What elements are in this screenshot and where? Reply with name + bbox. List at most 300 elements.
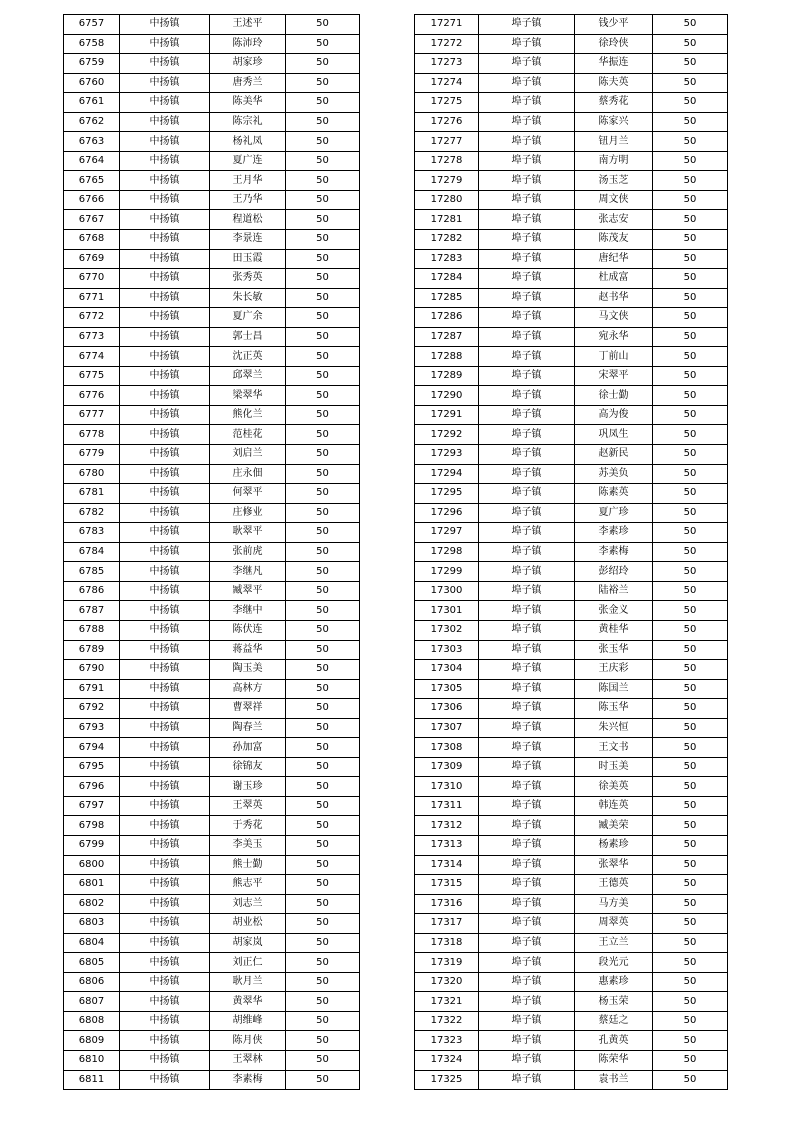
table-row xyxy=(64,679,360,699)
town-cell: 中扬镇 xyxy=(120,425,210,445)
amount-cell: 50 xyxy=(653,875,728,895)
name-cell: 张志安 xyxy=(575,210,653,230)
table-row xyxy=(64,405,360,425)
table-row xyxy=(415,445,728,465)
town-cell: 中扬镇 xyxy=(120,269,210,289)
row-number-cell: 6778 xyxy=(64,425,120,445)
table-row xyxy=(415,503,728,523)
row-number-cell: 6777 xyxy=(64,405,120,425)
town-cell: 中扬镇 xyxy=(120,484,210,504)
row-number-cell: 17295 xyxy=(415,484,479,504)
town-cell: 中扬镇 xyxy=(120,93,210,113)
name-cell: 王乃华 xyxy=(210,190,286,210)
row-number-cell: 17308 xyxy=(415,738,479,758)
town-cell: 埠子镇 xyxy=(479,581,575,601)
town-cell: 埠子镇 xyxy=(479,953,575,973)
amount-cell: 50 xyxy=(653,54,728,74)
row-number-cell: 17321 xyxy=(415,992,479,1012)
row-number-cell: 17317 xyxy=(415,914,479,934)
table-row xyxy=(64,875,360,895)
name-cell: 赵新民 xyxy=(575,445,653,465)
town-cell: 埠子镇 xyxy=(479,34,575,54)
row-number-cell: 17288 xyxy=(415,347,479,367)
name-cell: 于秀花 xyxy=(210,816,286,836)
town-cell: 中扬镇 xyxy=(120,347,210,367)
amount-cell: 50 xyxy=(653,972,728,992)
amount-cell: 50 xyxy=(286,953,360,973)
town-cell: 埠子镇 xyxy=(479,894,575,914)
amount-cell: 50 xyxy=(653,855,728,875)
town-cell: 中扬镇 xyxy=(120,914,210,934)
name-cell: 孙加富 xyxy=(210,738,286,758)
row-number-cell: 6768 xyxy=(64,230,120,250)
table-row xyxy=(415,620,728,640)
table-row xyxy=(415,464,728,484)
table-row xyxy=(415,54,728,74)
row-number-cell: 6775 xyxy=(64,366,120,386)
table-row xyxy=(64,445,360,465)
amount-cell: 50 xyxy=(286,738,360,758)
amount-cell: 50 xyxy=(653,523,728,543)
table-row xyxy=(64,54,360,74)
row-number-cell: 6791 xyxy=(64,679,120,699)
amount-cell: 50 xyxy=(286,933,360,953)
row-number-cell: 6797 xyxy=(64,796,120,816)
name-cell: 胡维峰 xyxy=(210,1011,286,1031)
table-row xyxy=(64,151,360,171)
amount-cell: 50 xyxy=(653,738,728,758)
town-cell: 中扬镇 xyxy=(120,112,210,132)
amount-cell: 50 xyxy=(286,894,360,914)
town-cell: 埠子镇 xyxy=(479,796,575,816)
town-cell: 中扬镇 xyxy=(120,542,210,562)
town-cell: 中扬镇 xyxy=(120,1011,210,1031)
amount-cell: 50 xyxy=(653,640,728,660)
town-cell: 中扬镇 xyxy=(120,992,210,1012)
table-row xyxy=(415,288,728,308)
town-cell: 中扬镇 xyxy=(120,230,210,250)
table-row xyxy=(64,953,360,973)
town-cell: 中扬镇 xyxy=(120,875,210,895)
amount-cell: 50 xyxy=(653,308,728,328)
table-row xyxy=(64,542,360,562)
table-row xyxy=(64,386,360,406)
town-cell: 埠子镇 xyxy=(479,425,575,445)
name-cell: 刘志兰 xyxy=(210,894,286,914)
table-row xyxy=(64,757,360,777)
name-cell: 李美玉 xyxy=(210,835,286,855)
town-cell: 埠子镇 xyxy=(479,366,575,386)
name-cell: 李继中 xyxy=(210,601,286,621)
town-cell: 埠子镇 xyxy=(479,484,575,504)
town-cell: 中扬镇 xyxy=(120,151,210,171)
row-number-cell: 17289 xyxy=(415,366,479,386)
row-number-cell: 17292 xyxy=(415,425,479,445)
town-cell: 中扬镇 xyxy=(120,73,210,93)
row-number-cell: 6810 xyxy=(64,1050,120,1070)
amount-cell: 50 xyxy=(286,796,360,816)
row-number-cell: 17311 xyxy=(415,796,479,816)
amount-cell: 50 xyxy=(653,562,728,582)
town-cell: 埠子镇 xyxy=(479,132,575,152)
table-row xyxy=(415,425,728,445)
town-cell: 中扬镇 xyxy=(120,757,210,777)
amount-cell: 50 xyxy=(286,249,360,269)
table-row xyxy=(64,855,360,875)
table-row xyxy=(64,34,360,54)
town-cell: 埠子镇 xyxy=(479,445,575,465)
name-cell: 陈夫英 xyxy=(575,73,653,93)
town-cell: 埠子镇 xyxy=(479,875,575,895)
name-cell: 杨礼凤 xyxy=(210,132,286,152)
table-row xyxy=(415,15,728,35)
town-cell: 埠子镇 xyxy=(479,972,575,992)
name-cell: 胡家珍 xyxy=(210,54,286,74)
name-cell: 蔡廷之 xyxy=(575,1011,653,1031)
name-cell: 陈伏连 xyxy=(210,620,286,640)
town-cell: 埠子镇 xyxy=(479,640,575,660)
town-cell: 埠子镇 xyxy=(479,738,575,758)
amount-cell: 50 xyxy=(286,93,360,113)
row-number-cell: 6784 xyxy=(64,542,120,562)
row-number-cell: 17313 xyxy=(415,835,479,855)
name-cell: 惠素珍 xyxy=(575,972,653,992)
row-number-cell: 6766 xyxy=(64,190,120,210)
town-cell: 中扬镇 xyxy=(120,738,210,758)
amount-cell: 50 xyxy=(653,835,728,855)
name-cell: 李继凡 xyxy=(210,562,286,582)
amount-cell: 50 xyxy=(653,93,728,113)
table-row xyxy=(415,601,728,621)
amount-cell: 50 xyxy=(286,972,360,992)
name-cell: 王月华 xyxy=(210,171,286,191)
table-row xyxy=(64,562,360,582)
row-number-cell: 17319 xyxy=(415,953,479,973)
table-row xyxy=(415,366,728,386)
amount-cell: 50 xyxy=(653,151,728,171)
amount-cell: 50 xyxy=(286,816,360,836)
amount-cell: 50 xyxy=(653,777,728,797)
row-number-cell: 17314 xyxy=(415,855,479,875)
amount-cell: 50 xyxy=(286,34,360,54)
amount-cell: 50 xyxy=(286,73,360,93)
left-roster-table xyxy=(63,14,360,1090)
name-cell: 刘启兰 xyxy=(210,445,286,465)
amount-cell: 50 xyxy=(286,875,360,895)
amount-cell: 50 xyxy=(653,132,728,152)
row-number-cell: 17291 xyxy=(415,405,479,425)
town-cell: 埠子镇 xyxy=(479,523,575,543)
row-number-cell: 17301 xyxy=(415,601,479,621)
table-row xyxy=(64,190,360,210)
table-row xyxy=(415,523,728,543)
name-cell: 彭绍玲 xyxy=(575,562,653,582)
row-number-cell: 6806 xyxy=(64,972,120,992)
amount-cell: 50 xyxy=(653,660,728,680)
amount-cell: 50 xyxy=(653,464,728,484)
table-row xyxy=(415,230,728,250)
town-cell: 中扬镇 xyxy=(120,601,210,621)
row-number-cell: 17281 xyxy=(415,210,479,230)
amount-cell: 50 xyxy=(653,699,728,719)
table-row xyxy=(415,581,728,601)
table-row xyxy=(64,523,360,543)
amount-cell: 50 xyxy=(653,73,728,93)
row-number-cell: 17322 xyxy=(415,1011,479,1031)
name-cell: 苏美负 xyxy=(575,464,653,484)
row-number-cell: 6786 xyxy=(64,581,120,601)
amount-cell: 50 xyxy=(286,327,360,347)
town-cell: 中扬镇 xyxy=(120,132,210,152)
name-cell: 耿翠平 xyxy=(210,523,286,543)
amount-cell: 50 xyxy=(286,914,360,934)
table-row xyxy=(64,484,360,504)
table-row xyxy=(64,230,360,250)
row-number-cell: 6757 xyxy=(64,15,120,35)
row-number-cell: 6807 xyxy=(64,992,120,1012)
table-row xyxy=(415,738,728,758)
town-cell: 埠子镇 xyxy=(479,699,575,719)
amount-cell: 50 xyxy=(653,933,728,953)
row-number-cell: 17304 xyxy=(415,660,479,680)
name-cell: 王翠英 xyxy=(210,796,286,816)
row-number-cell: 17273 xyxy=(415,54,479,74)
name-cell: 李景连 xyxy=(210,230,286,250)
table-row xyxy=(64,132,360,152)
name-cell: 夏广余 xyxy=(210,308,286,328)
row-number-cell: 6789 xyxy=(64,640,120,660)
amount-cell: 50 xyxy=(286,171,360,191)
amount-cell: 50 xyxy=(286,425,360,445)
table-row xyxy=(64,366,360,386)
amount-cell: 50 xyxy=(653,1050,728,1070)
amount-cell: 50 xyxy=(653,249,728,269)
row-number-cell: 6800 xyxy=(64,855,120,875)
town-cell: 埠子镇 xyxy=(479,386,575,406)
row-number-cell: 6790 xyxy=(64,660,120,680)
town-cell: 中扬镇 xyxy=(120,660,210,680)
table-row xyxy=(64,308,360,328)
amount-cell: 50 xyxy=(286,54,360,74)
town-cell: 埠子镇 xyxy=(479,718,575,738)
town-cell: 中扬镇 xyxy=(120,523,210,543)
table-row xyxy=(64,288,360,308)
town-cell: 埠子镇 xyxy=(479,464,575,484)
amount-cell: 50 xyxy=(653,953,728,973)
amount-cell: 50 xyxy=(653,347,728,367)
table-row xyxy=(64,581,360,601)
amount-cell: 50 xyxy=(286,366,360,386)
amount-cell: 50 xyxy=(286,660,360,680)
amount-cell: 50 xyxy=(653,992,728,1012)
row-number-cell: 6773 xyxy=(64,327,120,347)
table-row xyxy=(64,1070,360,1090)
table-row xyxy=(415,73,728,93)
table-row xyxy=(415,386,728,406)
town-cell: 埠子镇 xyxy=(479,777,575,797)
row-number-cell: 17290 xyxy=(415,386,479,406)
amount-cell: 50 xyxy=(286,835,360,855)
name-cell: 张前虎 xyxy=(210,542,286,562)
table-row xyxy=(64,73,360,93)
row-number-cell: 17306 xyxy=(415,699,479,719)
name-cell: 朱长敏 xyxy=(210,288,286,308)
table-row xyxy=(415,171,728,191)
row-number-cell: 17284 xyxy=(415,269,479,289)
row-number-cell: 17285 xyxy=(415,288,479,308)
name-cell: 黄翠华 xyxy=(210,992,286,1012)
name-cell: 田玉霞 xyxy=(210,249,286,269)
amount-cell: 50 xyxy=(653,1011,728,1031)
amount-cell: 50 xyxy=(653,171,728,191)
table-row xyxy=(64,640,360,660)
row-number-cell: 17320 xyxy=(415,972,479,992)
row-number-cell: 6808 xyxy=(64,1011,120,1031)
town-cell: 埠子镇 xyxy=(479,327,575,347)
name-cell: 马方美 xyxy=(575,894,653,914)
row-number-cell: 6760 xyxy=(64,73,120,93)
table-row xyxy=(64,894,360,914)
row-number-cell: 6762 xyxy=(64,112,120,132)
town-cell: 埠子镇 xyxy=(479,620,575,640)
name-cell: 蒋益华 xyxy=(210,640,286,660)
town-cell: 埠子镇 xyxy=(479,660,575,680)
table-row xyxy=(415,308,728,328)
town-cell: 埠子镇 xyxy=(479,757,575,777)
town-cell: 中扬镇 xyxy=(120,620,210,640)
town-cell: 埠子镇 xyxy=(479,269,575,289)
name-cell: 周翠英 xyxy=(575,914,653,934)
table-row xyxy=(64,972,360,992)
amount-cell: 50 xyxy=(653,386,728,406)
amount-cell: 50 xyxy=(286,190,360,210)
table-row xyxy=(64,1011,360,1031)
town-cell: 中扬镇 xyxy=(120,171,210,191)
town-cell: 中扬镇 xyxy=(120,54,210,74)
name-cell: 张玉华 xyxy=(575,640,653,660)
name-cell: 陈美华 xyxy=(210,93,286,113)
amount-cell: 50 xyxy=(286,308,360,328)
name-cell: 李素梅 xyxy=(210,1070,286,1090)
row-number-cell: 6767 xyxy=(64,210,120,230)
name-cell: 陈沛玲 xyxy=(210,34,286,54)
town-cell: 埠子镇 xyxy=(479,73,575,93)
town-cell: 中扬镇 xyxy=(120,855,210,875)
amount-cell: 50 xyxy=(286,699,360,719)
name-cell: 陶春兰 xyxy=(210,718,286,738)
table-row xyxy=(64,914,360,934)
name-cell: 邱翠兰 xyxy=(210,366,286,386)
amount-cell: 50 xyxy=(286,288,360,308)
amount-cell: 50 xyxy=(653,15,728,35)
row-number-cell: 17277 xyxy=(415,132,479,152)
town-cell: 埠子镇 xyxy=(479,308,575,328)
row-number-cell: 6787 xyxy=(64,601,120,621)
amount-cell: 50 xyxy=(286,620,360,640)
name-cell: 高林方 xyxy=(210,679,286,699)
table-row xyxy=(415,777,728,797)
name-cell: 臧翠平 xyxy=(210,581,286,601)
town-cell: 埠子镇 xyxy=(479,562,575,582)
row-number-cell: 6771 xyxy=(64,288,120,308)
name-cell: 汤玉芝 xyxy=(575,171,653,191)
town-cell: 埠子镇 xyxy=(479,933,575,953)
name-cell: 华振连 xyxy=(575,54,653,74)
row-number-cell: 6785 xyxy=(64,562,120,582)
name-cell: 夏广珍 xyxy=(575,503,653,523)
name-cell: 陈国兰 xyxy=(575,679,653,699)
table-row xyxy=(415,112,728,132)
amount-cell: 50 xyxy=(286,542,360,562)
town-cell: 中扬镇 xyxy=(120,445,210,465)
table-row xyxy=(64,933,360,953)
amount-cell: 50 xyxy=(653,816,728,836)
name-cell: 谢玉珍 xyxy=(210,777,286,797)
amount-cell: 50 xyxy=(653,620,728,640)
table-row xyxy=(415,933,728,953)
name-cell: 刘正仁 xyxy=(210,953,286,973)
row-number-cell: 17324 xyxy=(415,1050,479,1070)
amount-cell: 50 xyxy=(286,132,360,152)
town-cell: 中扬镇 xyxy=(120,718,210,738)
name-cell: 丁前山 xyxy=(575,347,653,367)
amount-cell: 50 xyxy=(286,15,360,35)
amount-cell: 50 xyxy=(653,230,728,250)
table-row xyxy=(64,738,360,758)
town-cell: 中扬镇 xyxy=(120,777,210,797)
town-cell: 埠子镇 xyxy=(479,249,575,269)
row-number-cell: 6779 xyxy=(64,445,120,465)
name-cell: 范桂花 xyxy=(210,425,286,445)
row-number-cell: 17275 xyxy=(415,93,479,113)
town-cell: 中扬镇 xyxy=(120,386,210,406)
name-cell: 高为俊 xyxy=(575,405,653,425)
name-cell: 曹翠祥 xyxy=(210,699,286,719)
name-cell: 王翠林 xyxy=(210,1050,286,1070)
row-number-cell: 17271 xyxy=(415,15,479,35)
table-row xyxy=(415,816,728,836)
amount-cell: 50 xyxy=(286,386,360,406)
town-cell: 中扬镇 xyxy=(120,679,210,699)
name-cell: 李素珍 xyxy=(575,523,653,543)
row-number-cell: 17299 xyxy=(415,562,479,582)
row-number-cell: 17298 xyxy=(415,542,479,562)
table-row xyxy=(415,972,728,992)
name-cell: 陈茂友 xyxy=(575,230,653,250)
name-cell: 庄永佃 xyxy=(210,464,286,484)
table-row xyxy=(64,171,360,191)
name-cell: 王述平 xyxy=(210,15,286,35)
town-cell: 中扬镇 xyxy=(120,640,210,660)
table-row xyxy=(415,660,728,680)
town-cell: 埠子镇 xyxy=(479,914,575,934)
amount-cell: 50 xyxy=(653,757,728,777)
row-number-cell: 17282 xyxy=(415,230,479,250)
table-row xyxy=(64,816,360,836)
name-cell: 胡业松 xyxy=(210,914,286,934)
name-cell: 夏广连 xyxy=(210,151,286,171)
amount-cell: 50 xyxy=(286,601,360,621)
amount-cell: 50 xyxy=(286,992,360,1012)
row-number-cell: 17316 xyxy=(415,894,479,914)
town-cell: 中扬镇 xyxy=(120,796,210,816)
town-cell: 中扬镇 xyxy=(120,972,210,992)
amount-cell: 50 xyxy=(286,757,360,777)
town-cell: 中扬镇 xyxy=(120,1031,210,1051)
amount-cell: 50 xyxy=(286,718,360,738)
row-number-cell: 6783 xyxy=(64,523,120,543)
table-row xyxy=(415,699,728,719)
